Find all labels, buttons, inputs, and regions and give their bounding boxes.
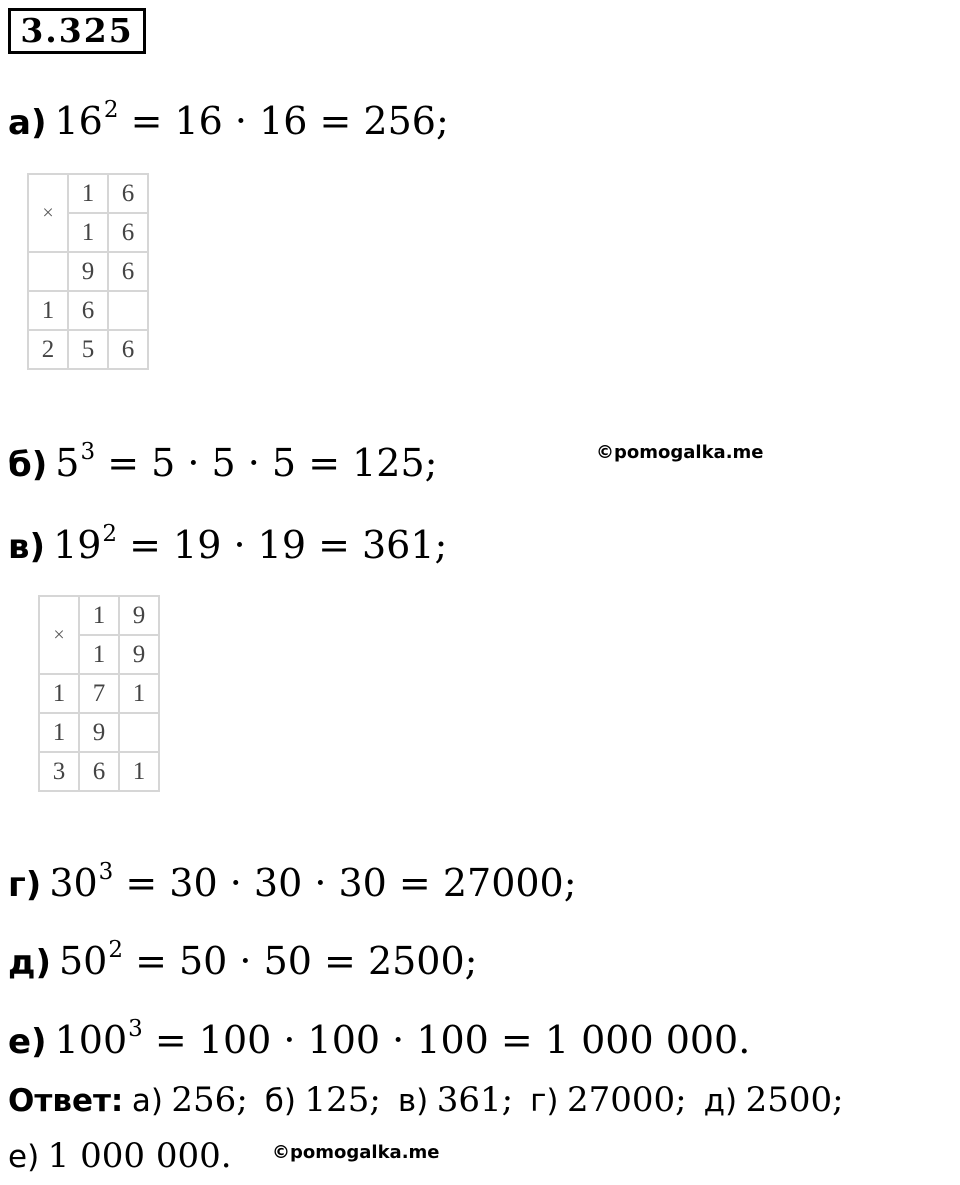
answer-letter: е) — [8, 1139, 40, 1175]
part-e — [8, 1005, 750, 1066]
answer-value: 2500; — [745, 1080, 844, 1120]
part-e-label: е) — [8, 1022, 47, 1062]
table-cell: 9 — [119, 635, 159, 674]
answer-letter: д) — [703, 1083, 738, 1119]
table-cell: 1 — [68, 213, 108, 252]
answer-label: Ответ: — [8, 1083, 124, 1119]
answer-value: 27000; — [566, 1080, 687, 1120]
part-v-exponent: 2 — [102, 521, 118, 547]
answer-value: 1 000 000. — [47, 1136, 232, 1176]
table-cell: 1 — [79, 635, 119, 674]
table-cell: 2 — [28, 330, 68, 369]
table-cell: 1 — [119, 674, 159, 713]
part-e-expression: = 100 · 100 · 100 = 1 000 000. — [142, 1018, 751, 1062]
part-g-expression: = 30 · 30 · 30 = 27000; — [113, 861, 577, 905]
table-cell: 9 — [79, 713, 119, 752]
part-d-base: 50 — [59, 939, 108, 983]
watermark: ©pomogalka.me — [596, 442, 764, 463]
part-e-base: 100 — [54, 1018, 128, 1062]
part-a — [8, 86, 449, 147]
table-cell: 6 — [108, 330, 148, 369]
answer-value: 256; — [171, 1080, 248, 1120]
table-cell: 6 — [108, 174, 148, 213]
multiplication-table-a — [27, 173, 149, 370]
part-v-base: 19 — [53, 523, 102, 567]
part-d — [8, 926, 477, 987]
multiply-sign: × — [39, 596, 79, 674]
table-cell — [119, 713, 159, 752]
table-cell: 9 — [68, 252, 108, 291]
part-g-base: 30 — [49, 861, 98, 905]
answer-letter: в) — [397, 1083, 429, 1119]
answer-letter: г) — [530, 1083, 559, 1119]
table-cell — [108, 291, 148, 330]
table-cell: 1 — [39, 713, 79, 752]
answer-line-2 — [8, 1134, 232, 1179]
part-e-exponent: 3 — [128, 1016, 143, 1042]
table-cell: 9 — [119, 596, 159, 635]
part-d-label: д) — [8, 943, 51, 983]
table-cell: 3 — [39, 752, 79, 791]
part-v-label: в) — [8, 527, 46, 567]
part-a-label: а) — [8, 103, 47, 143]
part-d-exponent: 2 — [108, 937, 123, 963]
answer-letter: б) — [264, 1083, 296, 1119]
part-g-label: г) — [8, 865, 42, 905]
table-cell: 6 — [108, 213, 148, 252]
table-cell: 6 — [108, 252, 148, 291]
part-b-base: 5 — [55, 441, 80, 485]
table-cell: 5 — [68, 330, 108, 369]
part-b-expression: = 5 · 5 · 5 = 125; — [95, 441, 438, 485]
part-a-expression: = 16 · 16 = 256; — [118, 99, 449, 143]
part-g-exponent: 3 — [98, 859, 114, 885]
part-d-expression: = 50 · 50 = 2500; — [123, 939, 478, 983]
problem-number: 3.325 — [8, 8, 146, 54]
table-cell: 6 — [79, 752, 119, 791]
answer-letter: а) — [131, 1083, 163, 1119]
part-v-expression: = 19 · 19 = 361; — [117, 523, 448, 567]
table-cell: 1 — [79, 596, 119, 635]
multiplication-table-v — [38, 595, 160, 792]
part-a-base: 16 — [54, 99, 103, 143]
table-cell: 1 — [39, 674, 79, 713]
part-b-label: б) — [8, 445, 48, 485]
answer-value: 361; — [436, 1080, 514, 1120]
table-cell: 1 — [28, 291, 68, 330]
table-cell: 1 — [119, 752, 159, 791]
part-v — [8, 510, 447, 571]
table-cell: 6 — [68, 291, 108, 330]
part-b-exponent: 3 — [80, 439, 96, 465]
table-cell: 7 — [79, 674, 119, 713]
answer-line-1 — [8, 1078, 844, 1123]
table-cell: 1 — [68, 174, 108, 213]
multiply-sign: × — [28, 174, 68, 252]
part-b — [8, 428, 437, 489]
table-cell — [28, 252, 68, 291]
answer-value: 125; — [304, 1080, 381, 1120]
part-g — [8, 848, 577, 909]
watermark: ©pomogalka.me — [272, 1142, 440, 1163]
part-a-exponent: 2 — [103, 97, 119, 123]
